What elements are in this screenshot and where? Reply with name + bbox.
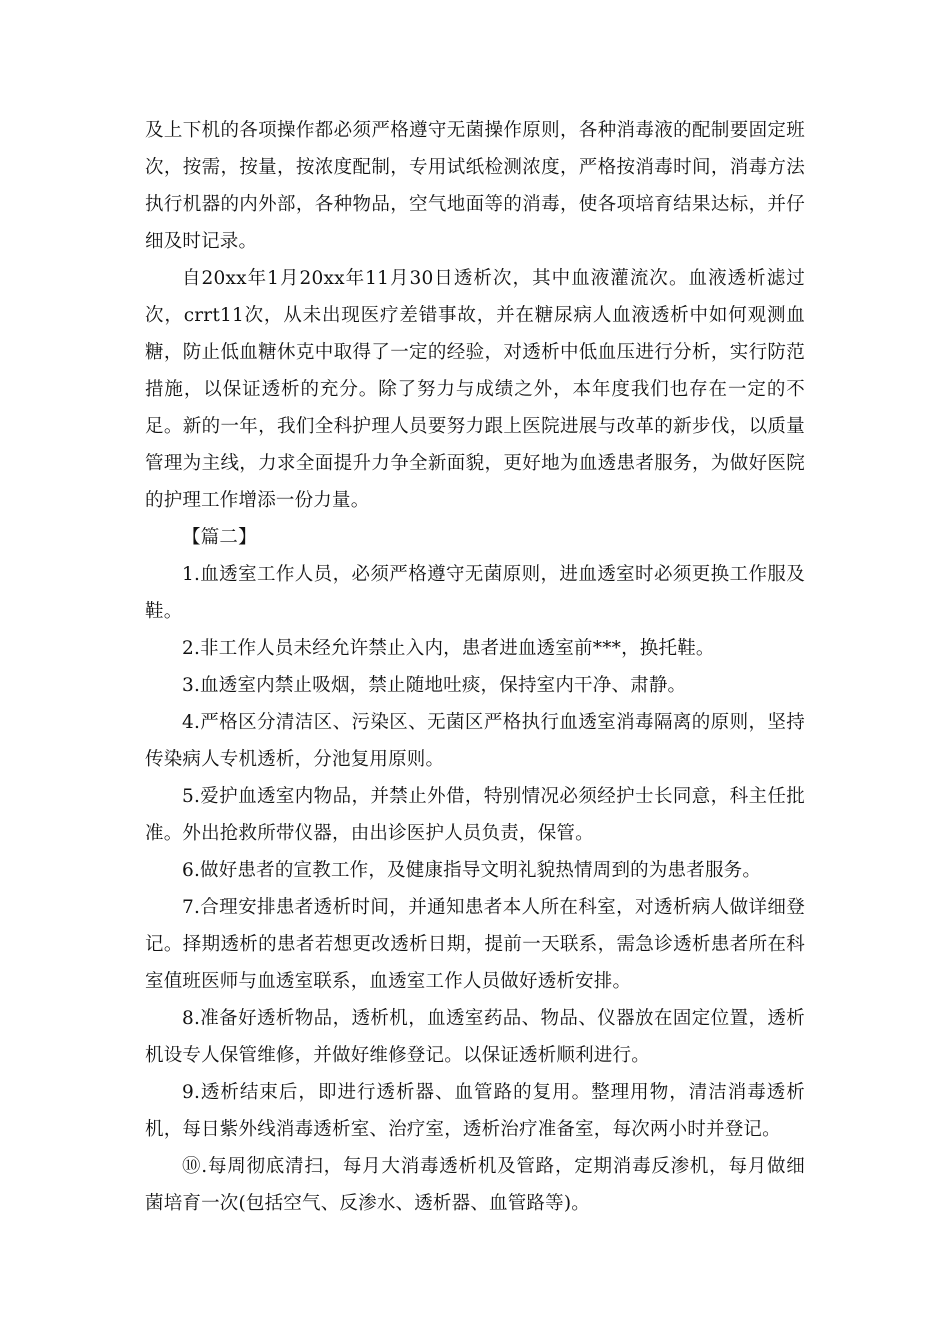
list-item: 1.血透室工作人员，必须严格遵守无菌原则，进血透室时必须更换工作服及鞋。 [145, 564, 805, 622]
list-item: 6.做好患者的宣教工作，及健康指导文明礼貌热情周到的为患者服务。 [182, 860, 762, 881]
section-heading: 【篇二】 [182, 527, 257, 548]
list-item: 8.准备好透析物品，透析机，血透室药品、物品、仪器放在固定位置，透析机设专人保管维修，并做好维修登记。以保证透析顺利进行。 [145, 1008, 805, 1066]
paragraph-continued: 及上下机的各项操作都必须严格遵守无菌操作原则，各种消毒液的配制要固定班次，按需，按量，按浓度配制，专用试纸检测浓度，严格按消毒时间，消毒方法执行机器的内外部，各种物品，空气地面等的消毒，使各项培育结果达标，并仔细及时记录。 [145, 120, 805, 252]
document-page [145, 112, 805, 1222]
list-item: 7.合理安排患者透析时间，并通知患者本人所在科室，对透析病人做详细登记。择期透析的患者若想更改透析日期，提前一天联系，需急诊透析患者所在科室值班医师与血透室联系，血透室工作人员做好透析安排。 [145, 897, 805, 992]
list-item: 4.严格区分清洁区、污染区、无菌区严格执行血透室消毒隔离的原则，坚持传染病人专机透析，分池复用原则。 [145, 712, 805, 770]
list-item: ⑩.每周彻底清扫，每月大消毒透析机及管路，定期消毒反渗机，每月做细菌培育一次(包括空气、反渗水、透析器、血管路等)。 [145, 1156, 805, 1214]
list-item: 3.血透室内禁止吸烟，禁止随地吐痰，保持室内干净、肃静。 [182, 675, 687, 696]
list-item: 5.爱护血透室内物品，并禁止外借，特别情况必须经护士长同意，科主任批准。外出抢救所带仪器，由出诊医护人员负责，保管。 [145, 786, 805, 844]
list-item: 2.非工作人员未经允许禁止入内，患者进血透室前***，换托鞋。 [182, 638, 715, 659]
paragraph-summary: 自20xx年1月20xx年11月30日透析次，其中血液灌流次。血液透析滤过次，crrt11次，从未出现医疗差错事故，并在糖尿病人血液透析中如何观测血糖，防止低血糖休克中取得了一定的经验，对透析中低血压进行分析，实行防范措施，以保证透析的充分。除了努力与成绩之外，本年度我们也存在一定的不足。新的一年，我们全科护理人员要努力跟上医院进展与改革的新步伐，以质量管理为主线，力求全面提升力争全新面貌，更好地为血透患者服务，为做好医院的护理工作增添一份力量。 [145, 268, 805, 511]
list-item: 9.透析结束后，即进行透析器、血管路的复用。整理用物，清洁消毒透析机，每日紫外线消毒透析室、治疗室，透析治疗准备室，每次两小时并登记。 [145, 1082, 805, 1140]
